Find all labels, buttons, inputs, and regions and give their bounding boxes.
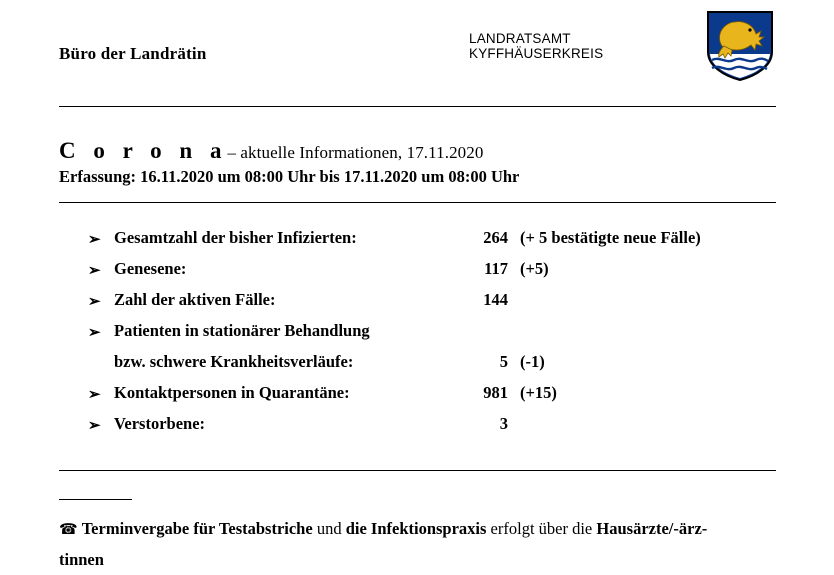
footer-part-4: erfolgt über die <box>490 519 593 538</box>
stat-label: Genesene: <box>114 259 187 278</box>
list-item <box>88 321 788 352</box>
coat-of-arms-icon <box>706 10 774 82</box>
authority-line-2: KYFFHÄUSERKREIS <box>469 46 604 61</box>
stat-value: 981 <box>483 383 508 402</box>
divider-title <box>59 202 776 203</box>
footer-note <box>59 514 799 575</box>
stat-label: Gesamtzahl der bisher Infizierten: <box>114 228 357 247</box>
list-item <box>88 352 788 383</box>
list-item <box>88 290 788 321</box>
footer-part-5: Hausärzte/-ärz- <box>596 519 708 538</box>
collection-period: Erfassung: 16.11.2020 um 08:00 Uhr bis 17.11.2020 um 08:00 Uhr <box>59 167 520 186</box>
stat-delta: (-1) <box>520 352 545 371</box>
footer-part-1: Terminvergabe für Testabstriche <box>81 519 313 538</box>
authority-name <box>469 31 603 61</box>
divider-top <box>59 106 776 107</box>
arrow-bullet-icon: ➢ <box>88 232 101 248</box>
divider-bottom <box>59 470 776 471</box>
stat-value: 3 <box>499 414 508 433</box>
stat-delta: (+ 5 bestätigte neue Fälle) <box>520 228 701 247</box>
footnote-separator <box>59 499 132 500</box>
stat-delta: (+15) <box>520 383 557 402</box>
stat-label: Verstorbene: <box>114 414 206 433</box>
arrow-bullet-icon: ➢ <box>88 294 101 310</box>
title-subtitle: – aktuelle Informationen, 17.11.2020 <box>227 143 484 162</box>
telephone-icon: ☎ <box>59 522 78 538</box>
stat-delta: (+5) <box>520 259 549 278</box>
stat-value: 117 <box>484 259 508 278</box>
stat-value: 144 <box>483 290 508 309</box>
footer-part-2: und <box>316 519 342 538</box>
statistics-list <box>88 228 788 445</box>
arrow-bullet-icon: ➢ <box>88 325 101 341</box>
footer-part-6: tinnen <box>59 550 104 569</box>
arrow-bullet-icon: ➢ <box>88 387 101 403</box>
arrow-bullet-icon: ➢ <box>88 418 101 434</box>
stat-label: bzw. schwere Krankheitsverläufe: <box>114 352 354 371</box>
stat-label: Patienten in stationärer Behandlung <box>114 321 370 340</box>
title-corona: C o r o n a <box>59 138 228 163</box>
list-item <box>88 228 788 259</box>
document-header <box>0 0 834 100</box>
list-item <box>88 259 788 290</box>
footer-part-3: die Infektionspraxis <box>345 519 487 538</box>
page-title <box>59 138 483 164</box>
authority-line-1: LANDRATSAMT <box>469 31 571 46</box>
stat-label: Zahl der aktiven Fälle: <box>114 290 276 309</box>
arrow-bullet-icon: ➢ <box>88 263 101 279</box>
list-item <box>88 383 788 414</box>
stat-value: 5 <box>499 352 508 371</box>
office-label: Büro der Landrätin <box>59 44 207 63</box>
list-item <box>88 414 788 445</box>
stat-value: 264 <box>483 228 508 247</box>
stat-label: Kontaktpersonen in Quarantäne: <box>114 383 350 402</box>
